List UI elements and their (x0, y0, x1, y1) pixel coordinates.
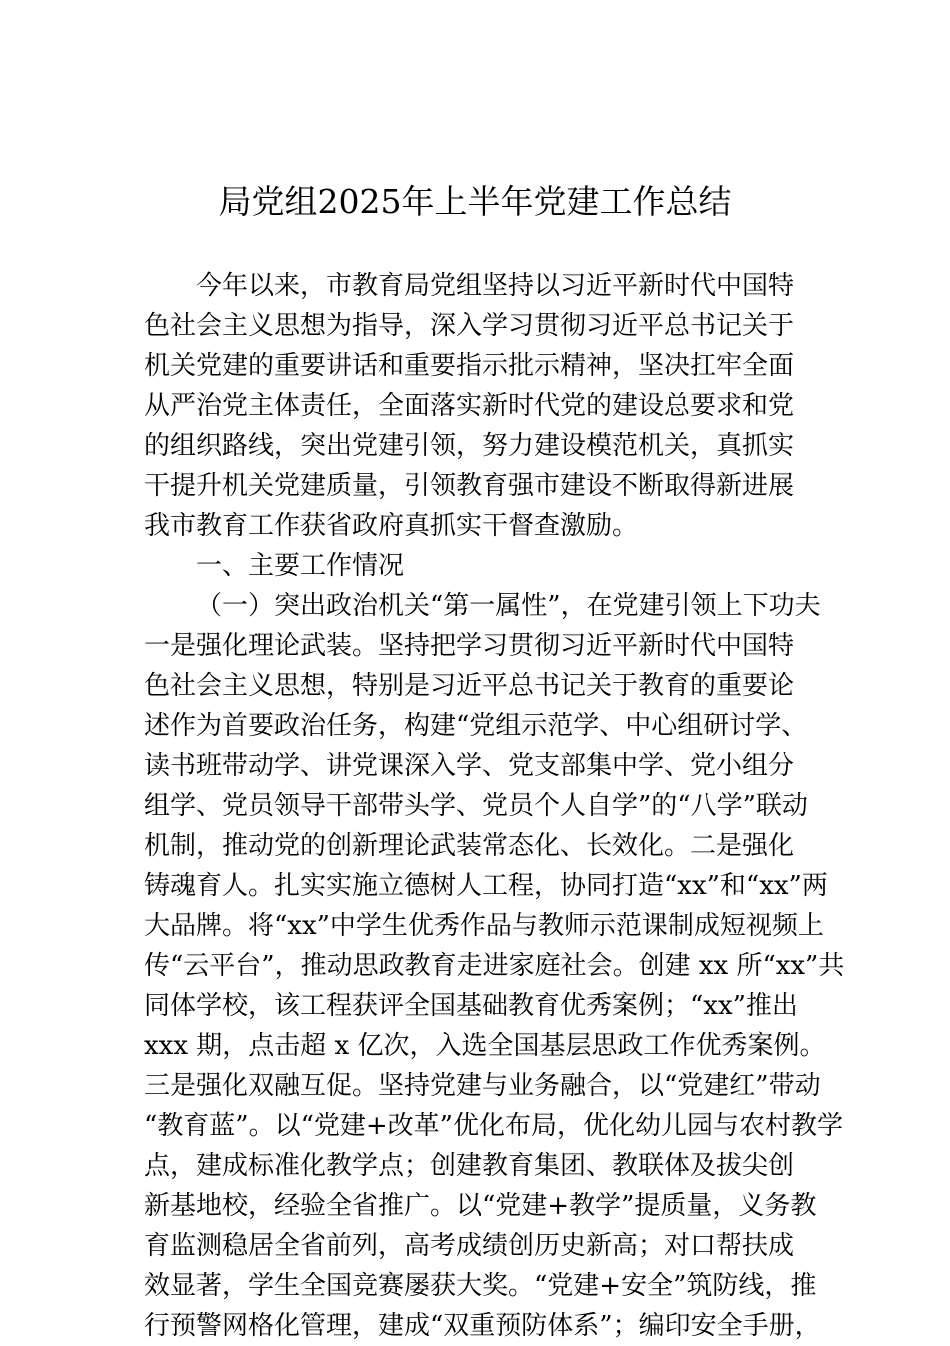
section-heading: 一、主要工作情况 (196, 551, 405, 581)
paragraph-line: 一是强化理论武装。坚持把学习贯彻习近平新时代中国特 (144, 631, 795, 661)
paragraph-line: 机关党建的重要讲话和重要指示批示精神，坚决扛牢全面 (144, 351, 795, 381)
paragraph-line: 组学、党员领导干部带头学、党员个人自学”的“八学”联动 (144, 791, 808, 821)
paragraph-line: 的组织路线，突出党建引领，努力建设模范机关，真抓实 (144, 431, 795, 461)
paragraph-line: 大品牌。将“xx”中学生优秀作品与教师示范课制成短视频上 (144, 911, 824, 941)
paragraph-line: xxx 期，点击超 x 亿次，入选全国基层思政工作优秀案例。 (144, 1031, 826, 1061)
paragraph-line: 机制，推动党的创新理论武装常态化、长效化。二是强化 (144, 831, 795, 861)
paragraph-line: 干提升机关党建质量，引领教育强市建设不断取得新进展 (144, 471, 795, 501)
paragraph-line: 传“云平台”，推动思政教育走进家庭社会。创建 xx 所“xx”共 (144, 951, 845, 981)
paragraph-line: 点，建成标准化教学点；创建教育集团、教联体及拔尖创 (144, 1151, 795, 1181)
paragraph-line: 述作为首要政治任务，构建“党组示范学、中心组研讨学、 (144, 711, 808, 741)
paragraph-line: 铸魂育人。扎实实施立德树人工程，协同打造“xx”和“xx”两 (144, 871, 828, 901)
paragraph-line: 育监测稳居全省前列，高考成绩创历史新高；对口帮扶成 (144, 1231, 795, 1261)
paragraph-line: 效显著，学生全国竞赛屡获大奖。“党建+安全”筑防线，推 (144, 1271, 817, 1301)
paragraph-line: 我市教育工作获省政府真抓实干督查激励。 (144, 511, 639, 541)
paragraph-line: 三是强化双融互促。坚持党建与业务融合，以“党建红”带动 (144, 1071, 821, 1101)
document-body (144, 266, 845, 1346)
paragraph-line: 从严治党主体责任，全面落实新时代党的建设总要求和党 (144, 391, 795, 421)
paragraph-line: 新基地校，经验全省推广。以“党建+教学”提质量，义务教 (144, 1191, 817, 1221)
paragraph-line: “教育蓝”。以“党建+改革”优化布局，优化幼儿园与农村教学 (144, 1111, 843, 1141)
paragraph-line: 同体学校，该工程获评全国基础教育优秀案例；“xx”推出 (144, 991, 798, 1021)
paragraph-line: 今年以来，市教育局党组坚持以习近平新时代中国特 (196, 271, 795, 301)
paragraph-line: 读书班带动学、讲党课深入学、党支部集中学、党小组分 (144, 751, 795, 781)
paragraph-line: 色社会主义思想为指导，深入学习贯彻习近平总书记关于 (144, 311, 795, 341)
subsection-heading: （一）突出政治机关“第一属性”，在党建引领上下功夫 (196, 591, 821, 621)
document-title: 局党组2025年上半年党建工作总结 (218, 182, 732, 221)
paragraph-line: 色社会主义思想，特别是习近平总书记关于教育的重要论 (144, 671, 795, 701)
paragraph-line: 行预警网格化管理，建成“双重预防体系”；编印安全手册， (144, 1311, 821, 1341)
